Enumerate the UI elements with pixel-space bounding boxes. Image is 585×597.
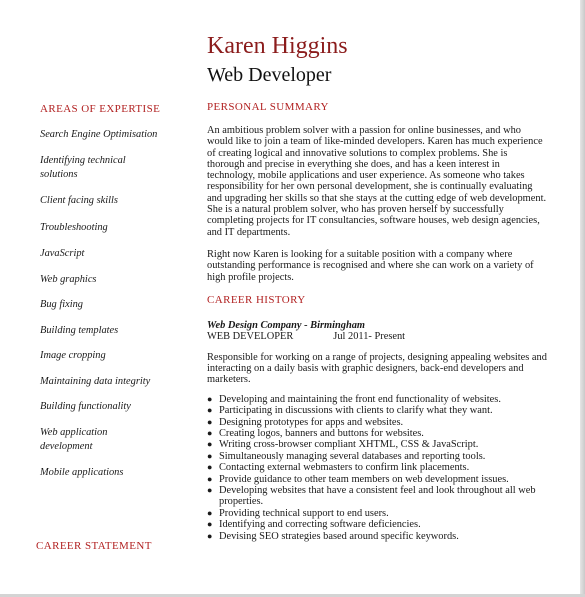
summary-paragraph: An ambitious problem solver with a passion for online businesses, and who would like to join a team of like-minded developers. Karen has much experience of creating logical and innovative solutions to complex problems. She is thorough and precise in everything she does, and has a keen interest in technology, mobile applications and user experience. As someone who takes responsibility for her own personal development, she is continually evaluating and upgrading her skills so that she stays at the cutting edge of web development. She is a natural problem solver, who has proven herself by successfully completing projects for IT consultancies, software houses, web design agencies, and IT departments.: [207, 125, 547, 238]
bullet-icon: ●: [207, 519, 213, 530]
list-item: ● Contacting external webmasters to confirm link placements.: [207, 462, 470, 474]
role-description: Responsible for working on a range of projects, designing appealing websites and interacting on a daily basis with graphic designers, back-end developers and marketers.: [207, 351, 547, 386]
list-item: ● Simultaneously managing several databases and reporting tools.: [207, 450, 486, 462]
skill-item: Image cropping: [40, 350, 106, 361]
list-item: ● Identifying and correcting software deficiencies.: [207, 519, 421, 531]
list-item: ● Developing websites that have a consistent feel and look throughout all web properties.: [207, 485, 536, 508]
main-column: [207, 101, 547, 542]
skill-item: Client facing skills: [40, 195, 118, 206]
company-name: Web Design Company - Birmingham: [207, 319, 365, 331]
skill-item: Bug fixing: [40, 299, 83, 310]
bullet-icon: ●: [207, 485, 213, 495]
skill-item: Identifying technical solutions: [40, 155, 126, 180]
bullet-icon: ●: [207, 473, 213, 484]
bullet-icon: ●: [207, 405, 213, 416]
role-dates: Jul 2011- Present: [333, 331, 406, 343]
duties-list: [207, 394, 547, 542]
bullet-icon: ●: [207, 416, 213, 427]
role-line: [207, 331, 547, 343]
skill-item: Mobile applications: [40, 467, 124, 478]
bullet-icon: ●: [207, 427, 213, 438]
role-title: WEB DEVELOPER: [207, 331, 294, 343]
list-item: ● Providing technical support to end users.: [207, 507, 389, 519]
list-item: ● Developing and maintaining the front end functionality of websites.: [207, 393, 501, 405]
summary-paragraph: Right now Karen is looking for a suitable position with a company where outstanding performance is recognised and where she can work on a variety of high profile projects.: [207, 248, 534, 283]
skill-item: Search Engine Optimisation: [40, 129, 158, 140]
expertise-heading: AREAS OF EXPERTISE: [40, 103, 161, 115]
bullet-icon: ●: [207, 450, 213, 461]
skill-item: Web graphics: [40, 274, 97, 285]
bullet-icon: ●: [207, 507, 213, 518]
sidebar: [40, 103, 190, 478]
summary-heading: PERSONAL SUMMARY: [207, 101, 329, 113]
page-edge: [580, 0, 585, 597]
bullet-icon: ●: [207, 439, 213, 450]
skill-item: Building functionality: [40, 401, 131, 412]
skill-item: Building templates: [40, 325, 119, 336]
list-item: ● Provide guidance to other team members on web development issues.: [207, 473, 509, 485]
list-item: ● Creating logos, banners and buttons for websites.: [207, 427, 424, 439]
skill-item: JavaScript: [40, 248, 85, 259]
bullet-icon: ●: [207, 393, 213, 404]
list-item: ● Writing cross-browser compliant XHTML, CSS & JavaScript.: [207, 439, 479, 451]
candidate-name: Karen Higgins: [207, 33, 348, 59]
skill-item: Troubleshooting: [40, 222, 108, 233]
skill-item: Maintaining data integrity: [40, 376, 151, 387]
bullet-icon: ●: [207, 462, 213, 473]
skill-item: Web application development: [40, 427, 108, 452]
career-statement-heading: CAREER STATEMENT: [36, 540, 152, 552]
list-item: ● Participating in discussions with clients to clarify what they want.: [207, 405, 493, 417]
list-item: ● Designing prototypes for apps and websites.: [207, 416, 404, 428]
list-item: ● Devising SEO strategies based around specific keywords.: [207, 530, 459, 542]
job-title: Web Developer: [207, 64, 332, 86]
bullet-icon: ●: [207, 530, 213, 541]
career-history-heading: CAREER HISTORY: [207, 293, 306, 306]
